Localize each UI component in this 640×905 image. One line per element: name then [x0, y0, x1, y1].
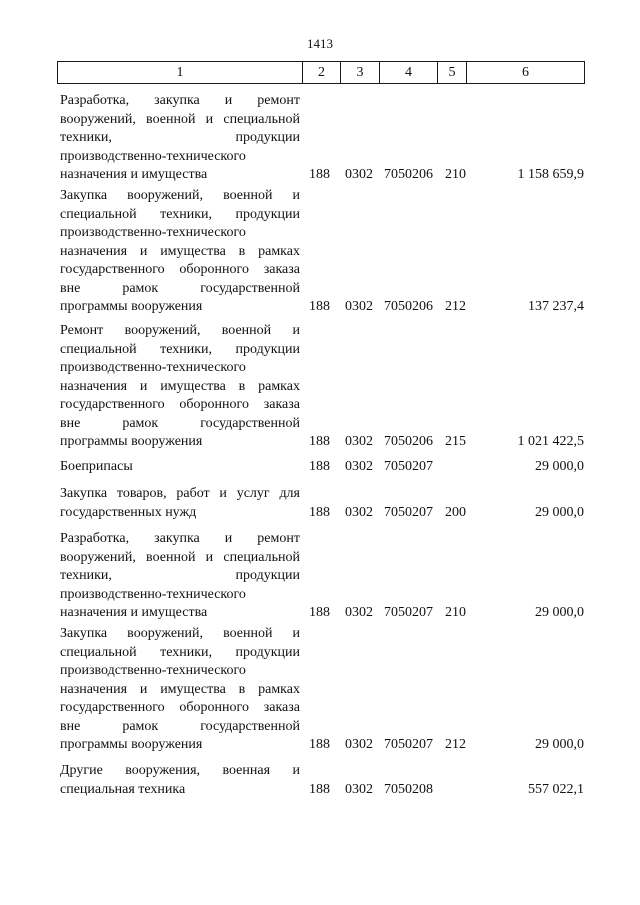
description-line: Разработка, закупка и ремонт: [60, 93, 300, 108]
page-number: 1413: [307, 36, 333, 51]
column-header-5: 5: [438, 62, 467, 83]
description-line: специальной техники, продукции: [60, 644, 300, 660]
ministry-code: 188: [309, 434, 330, 449]
column-header-3: 3: [341, 62, 380, 83]
ministry-code: 188: [309, 737, 330, 752]
target-item-code: 7050206: [384, 434, 433, 449]
row-description: [60, 625, 300, 755]
section-code: 0302: [345, 299, 373, 314]
expense-type-code: 212: [445, 737, 466, 752]
ministry-code: 188: [309, 459, 330, 474]
amount-value: 29 000,0: [535, 737, 584, 752]
expense-type-code: 200: [445, 504, 466, 520]
row-description: [60, 530, 300, 623]
table-row: [0, 485, 640, 522]
amount-value: 1 158 659,9: [517, 167, 584, 182]
description-line: производственно-технического: [60, 225, 246, 240]
row-description: [60, 92, 300, 185]
row-description: [60, 322, 300, 452]
description-line: Закупка товаров, работ и услуг для: [60, 486, 300, 501]
description-line: Ремонт вооружений, военной и: [60, 323, 300, 338]
description-line: техники, продукции: [60, 568, 300, 583]
amount-value: 137 237,4: [528, 299, 584, 314]
target-item-code: 7050207: [384, 737, 433, 752]
table-row: [0, 92, 640, 185]
description-line: специальной техники, продукции: [60, 206, 300, 222]
ministry-code: 188: [309, 299, 330, 314]
description-line: вне рамок государственной: [60, 415, 300, 431]
expense-type-code: 210: [445, 167, 466, 182]
column-header-1: 1: [58, 62, 303, 83]
description-line: Разработка, закупка и ремонт: [60, 531, 300, 546]
column-header-4: 4: [380, 62, 438, 83]
amount-value: 29 000,0: [535, 459, 584, 474]
description-line: вооружений, военной и специальной: [60, 111, 300, 127]
column-header-2: 2: [303, 62, 341, 83]
row-description: [60, 187, 300, 317]
table-row: [0, 322, 640, 452]
description-line: назначения и имущества в рамках: [60, 378, 300, 394]
description-line: государственного оборонного заказа: [60, 700, 300, 715]
table-row: [0, 458, 640, 477]
description-line: назначения и имущества в рамках: [60, 243, 300, 259]
ministry-code: 188: [309, 504, 330, 520]
ministry-code: 188: [309, 167, 330, 182]
expense-type-code: 210: [445, 605, 466, 620]
section-code: 0302: [345, 167, 373, 182]
description-line: производственно-технического: [60, 148, 246, 164]
target-item-code: 7050207: [384, 504, 433, 520]
description-line: вооружений, военной и специальной: [60, 549, 300, 565]
table-row: [0, 762, 640, 799]
description-line: назначения и имущества: [60, 167, 208, 182]
description-line: Боеприпасы: [60, 459, 133, 474]
section-code: 0302: [345, 504, 373, 520]
section-code: 0302: [345, 434, 373, 449]
description-line: назначения и имущества: [60, 605, 208, 620]
row-description: [60, 762, 300, 799]
amount-value: 1 021 422,5: [517, 434, 584, 449]
column-header-6: 6: [522, 64, 529, 80]
section-code: 0302: [345, 737, 373, 752]
description-line: производственно-технического: [60, 360, 246, 375]
description-line: специальная техника: [60, 781, 186, 797]
description-line: программы вооружения: [60, 434, 203, 449]
amount-value: 29 000,0: [535, 605, 584, 620]
description-line: специальной техники, продукции: [60, 341, 300, 357]
table-row: [0, 530, 640, 623]
description-line: государственных нужд: [60, 504, 197, 520]
description-line: вне рамок государственной: [60, 280, 300, 296]
target-item-code: 7050208: [384, 781, 433, 797]
description-line: техники, продукции: [60, 130, 300, 145]
description-line: производственно-технического: [60, 586, 246, 602]
expense-type-code: 215: [445, 434, 466, 449]
description-line: программы вооружения: [60, 737, 203, 752]
amount-value: 557 022,1: [528, 781, 584, 797]
section-code: 0302: [345, 459, 373, 474]
description-line: назначения и имущества в рамках: [60, 681, 300, 697]
ministry-code: 188: [309, 781, 330, 797]
ministry-code: 188: [309, 605, 330, 620]
table-row: [0, 187, 640, 317]
description-line: Закупка вооружений, военной и: [60, 626, 300, 641]
section-code: 0302: [345, 781, 373, 797]
expense-type-code: 212: [445, 299, 466, 314]
target-item-code: 7050206: [384, 299, 433, 314]
row-description: [60, 458, 300, 477]
description-line: программы вооружения: [60, 299, 203, 314]
description-line: государственного оборонного заказа: [60, 262, 300, 277]
row-description: [60, 485, 300, 522]
description-line: производственно-технического: [60, 663, 246, 678]
description-line: Закупка вооружений, военной и: [60, 188, 300, 203]
description-line: Другие вооружения, военная и: [60, 763, 300, 778]
description-line: государственного оборонного заказа: [60, 397, 300, 412]
target-item-code: 7050207: [384, 459, 433, 474]
target-item-code: 7050207: [384, 605, 433, 620]
description-line: вне рамок государственной: [60, 718, 300, 734]
section-code: 0302: [345, 605, 373, 620]
amount-value: 29 000,0: [535, 504, 584, 520]
target-item-code: 7050206: [384, 167, 433, 182]
table-row: [0, 625, 640, 755]
